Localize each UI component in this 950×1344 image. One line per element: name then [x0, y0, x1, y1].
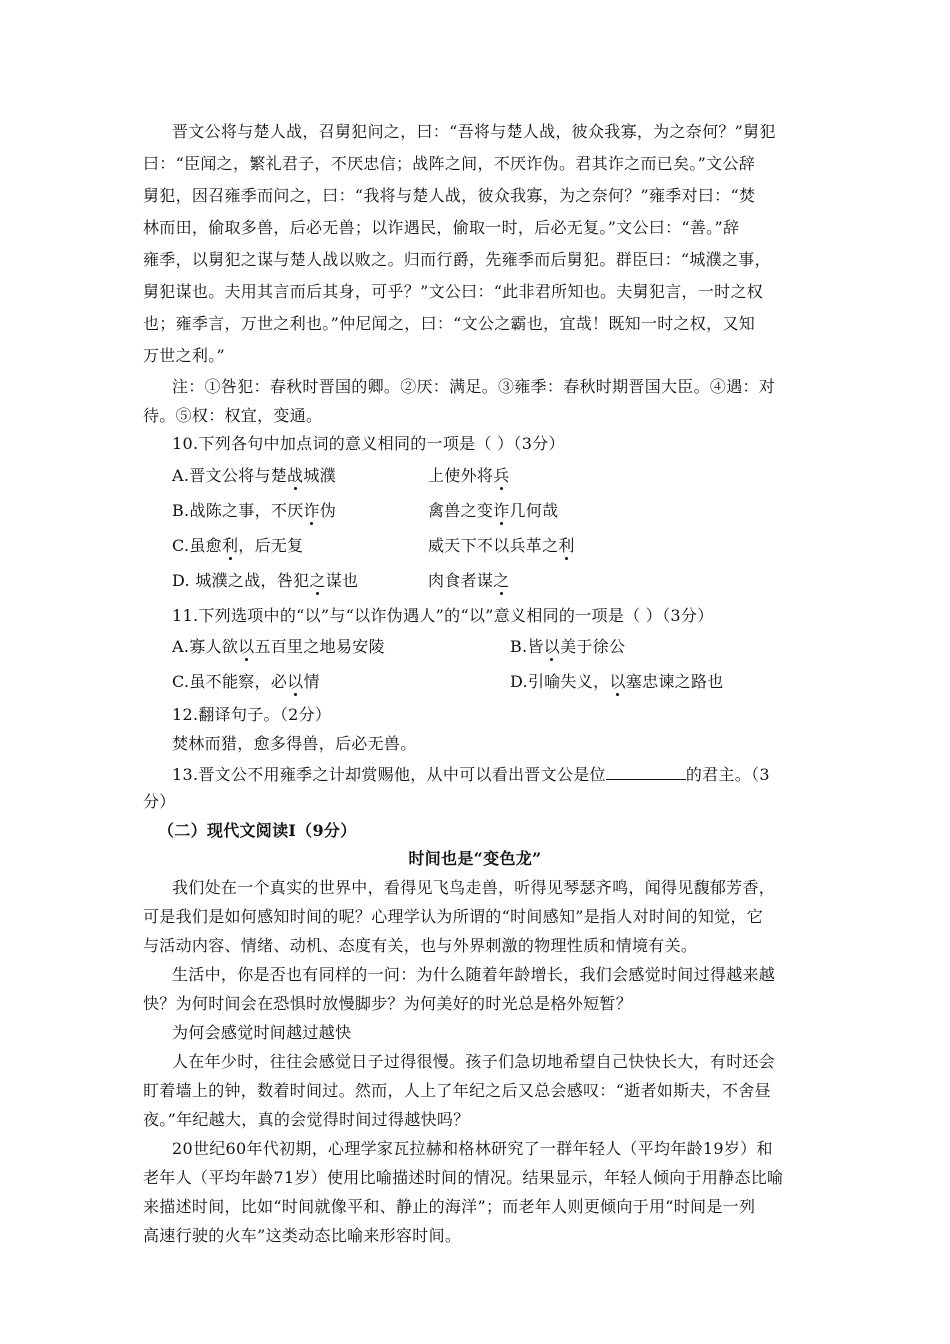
- question-13-stem-cont: 分）: [143, 792, 176, 811]
- passage-line: 曰：“臣闻之，繁礼君子，不厌忠信；战阵之间，不厌诈伪。君其诈之而已矣。”文公辞: [143, 154, 756, 173]
- dotted-char: 利: [558, 536, 575, 555]
- passage-line: 舅犯，因召雍季而问之，曰：“我将与楚人战，彼众我寡，为之奈何？”雍季对曰：“焚: [143, 186, 756, 205]
- q10-option-b-right: 禽兽之变诈几何哉: [428, 501, 559, 520]
- question-10-stem: 10.下列各句中加点词的意义相同的一项是（ ）（3分）: [172, 434, 565, 453]
- dotted-char: 诈: [493, 501, 510, 520]
- q10-option-b-left: B.战陈之事，不厌诈伪: [172, 501, 337, 520]
- question-11-stem: 11.下列选项中的“以”与“以诈伪遇人”的“以”意义相同的一项是（ ）（3分）: [172, 606, 714, 625]
- q10-option-a-left: A.晋文公将与楚战城濮: [172, 466, 336, 485]
- dotted-char: 以: [287, 672, 304, 691]
- paragraph-line: 老年人（平均年龄71岁）使用比喻描述时间的情况。结果显示，年轻人倾向于用静态比喻: [143, 1168, 784, 1187]
- paragraph-line: 20世纪60年代初期，心理学家瓦拉赫和格林研究了一群年轻人（平均年龄19岁）和: [172, 1139, 773, 1158]
- paragraph-line: 高速行驶的火车”这类动态比喻来形容时间。: [143, 1226, 462, 1245]
- passage-line: 万世之利。”: [143, 346, 225, 365]
- q10-option-a-right: 上使外将兵: [428, 466, 510, 485]
- paragraph-line: 盯着墙上的钟，数着时间过。然而，人上了年纪之后又总会感叹：“逝者如斯夫，不舍昼: [143, 1081, 771, 1100]
- q11-option-a: A.寡人欲以五百里之地易安陵: [172, 637, 385, 656]
- dotted-char: 兵: [493, 466, 510, 485]
- paragraph-line: 生活中，你是否也有同样的一问：为什么随着年龄增长，我们会感觉时间过得越来越: [172, 965, 776, 984]
- dotted-char: 诈: [303, 501, 320, 520]
- q10-option-d-right: 肉食者谋之: [428, 571, 510, 590]
- section-heading: （二）现代文阅读Ⅰ（9分）: [158, 821, 357, 840]
- notes-line: 注：①咎犯：春秋时晋国的卿。②厌：满足。③雍季：春秋时期晋国大臣。④遇：对: [172, 377, 776, 396]
- passage-line: 雍季，以舅犯之谋与楚人战以败之。归而行爵，先雍季而后舅犯。群臣曰：“城濮之事，: [143, 250, 771, 269]
- paragraph-line: 人在年少时，往往会感觉日子过得很慢。孩子们急切地希望自己快快长大，有时还会: [172, 1052, 776, 1071]
- notes-line: 待。⑤权：权宜，变通。: [143, 406, 323, 425]
- article-title: 时间也是“变色龙”: [408, 849, 542, 868]
- passage-line: 林而田，偷取多兽，后必无兽；以诈遇民，偷取一时，后必无复。”文公曰：“善。”辞: [143, 218, 740, 237]
- q11-option-c: C.虽不能察，必以情: [172, 672, 320, 691]
- dotted-char: 以: [543, 637, 561, 656]
- paragraph-line: 夜。”年纪越大，真的会觉得时间过得越快吗？: [143, 1110, 470, 1129]
- question-12-sentence: 焚林而猎，愈多得兽，后必无兽。: [172, 734, 417, 753]
- q10-option-c-right: 威天下不以兵革之利: [428, 536, 575, 555]
- passage-line: 舅犯谋也。夫用其言而后其身，可乎？”文公曰：“此非君所知也。夫舅犯言，一时之权: [143, 282, 764, 301]
- paragraph-line: 可是我们是如何感知时间的呢？心理学认为所谓的“时间感知”是指人对时间的知觉，它: [143, 907, 764, 926]
- paragraph-line: 快？为何时间会在恐惧时放慢脚步？为何美好的时光总是格外短暂？: [143, 994, 633, 1013]
- q10-option-d-left: D. 城濮之战，咎犯之谋也: [172, 571, 359, 590]
- dotted-char: 利: [221, 536, 239, 555]
- dotted-char: 之: [309, 571, 326, 590]
- passage-line: 也；雍季言，万世之利也。”仲尼闻之，曰：“文公之霸也，宜哉！既知一时之权，又知: [143, 314, 756, 333]
- paragraph-line: 来描述时间，比如“时间就像平和、静止的海洋”；而老年人则更倾向于用“时间是一列: [143, 1197, 756, 1216]
- dotted-char: 以: [238, 637, 255, 656]
- question-12-stem: 12.翻译句子。（2分）: [172, 705, 332, 724]
- q10-option-c-left: C.虽愈利，后无复: [172, 536, 304, 555]
- paragraph-line: 与活动内容、情绪、动机、态度有关，也与外界刺激的物理性质和情境有关。: [143, 936, 698, 955]
- question-13-stem: 13.晋文公不用雍季之计却赏赐他，从中可以看出晋文公是位 的君主。（3: [172, 765, 770, 784]
- answer-blank[interactable]: [606, 763, 686, 780]
- dotted-char: 战: [287, 466, 304, 485]
- subheading: 为何会感觉时间越过越快: [172, 1023, 352, 1042]
- passage-line: 晋文公将与楚人战，召舅犯问之，曰：“吾将与楚人战，彼众我寡，为之奈何？”舅犯: [172, 122, 776, 141]
- q11-option-d: D.引喻失义，以塞忠谏之路也: [510, 672, 724, 691]
- q11-option-b: B.皆以美于徐公: [510, 637, 626, 656]
- dotted-char: 之: [493, 571, 510, 590]
- paragraph-line: 我们处在一个真实的世界中，看得见飞鸟走兽，听得见琴瑟齐鸣，闻得见馥郁芳香，: [172, 878, 776, 897]
- dotted-char: 以: [609, 672, 626, 691]
